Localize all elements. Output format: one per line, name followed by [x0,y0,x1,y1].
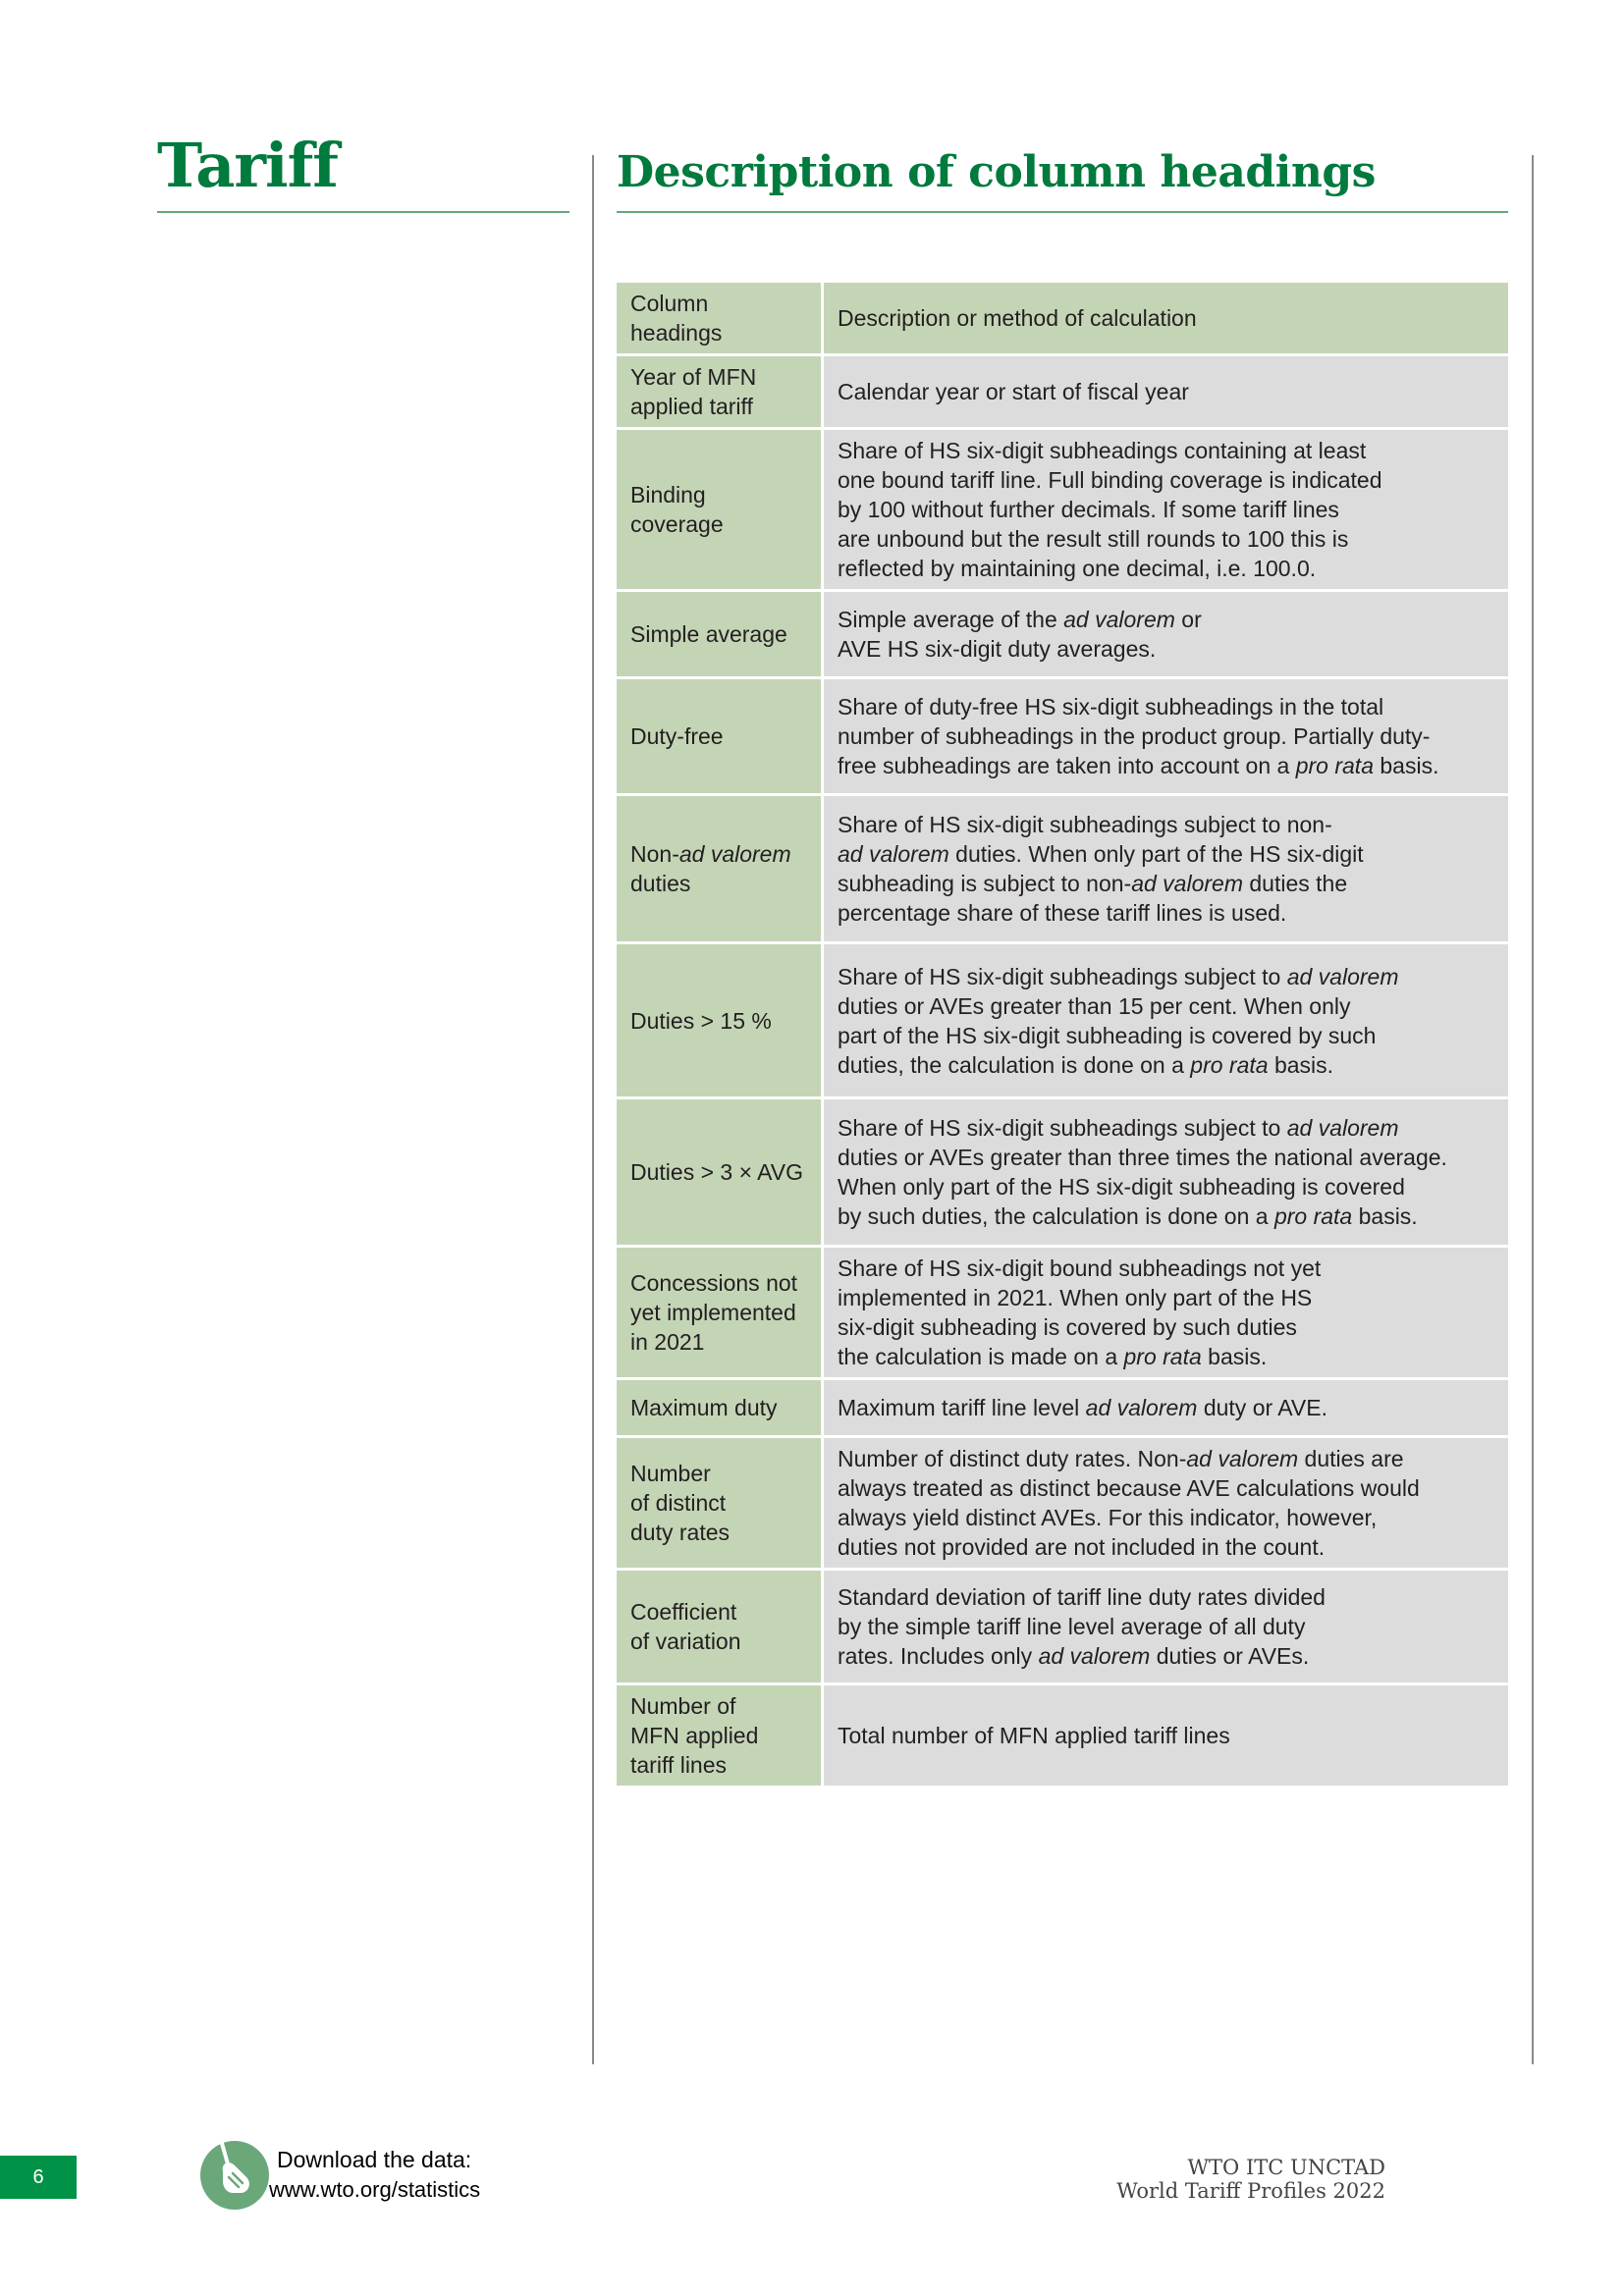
row-label: Concessions not yet implemented in 2021 [617,1248,821,1377]
row-label: Duties > 3 × AVG [617,1099,821,1245]
table-row [617,1685,1508,1786]
table-row [617,356,1508,430]
row-description: Simple average of the ad valorem or AVE HS six-digit duty averages. [821,592,1508,676]
row-description: Maximum tariff line level ad valorem duty or AVE. [821,1380,1508,1435]
row-description: Share of HS six-digit subheadings containing at least one bound tariff line. Full binding coverage is indicated by 100 without further decimals. If some tariff lines are unbound but the result still rounds to 100 this is reflected by maintaining one decimal, i.e. 100.0. [821,430,1508,589]
section-divider [157,211,569,213]
row-label: Number of distinct duty rates [617,1438,821,1568]
table-header-row [617,283,1508,356]
page-number: 6 [0,2156,77,2199]
row-label: Duty-free [617,679,821,793]
column-divider-left [592,155,594,2064]
header-cell-label: Column headings [617,283,821,353]
row-description: Total number of MFN applied tariff lines [821,1685,1508,1786]
page-heading: Description of column headings [617,147,1376,197]
row-description: Share of HS six-digit subheadings subject to ad valorem duties or AVEs greater than 15 per cent. When only part of the HS six-digit subheading is covered by such duties, the calculation is done on a pro rata basis. [821,944,1508,1096]
row-label: Year of MFN applied tariff [617,356,821,427]
footer-publication: World Tariff Profiles 2022 [1116,2179,1385,2203]
download-hand-cursor-icon[interactable] [199,2138,270,2211]
table-row [617,1438,1508,1571]
download-label: Download the data: [277,2147,472,2172]
row-description: Standard deviation of tariff line duty rates divided by the simple tariff line level average of all duty rates. Includes only ad valorem duties or AVEs. [821,1571,1508,1682]
header-cell-description: Description or method of calculation [821,283,1508,353]
table-row [617,796,1508,944]
row-label: Duties > 15 % [617,944,821,1096]
row-description: Number of distinct duty rates. Non-ad valorem duties are always treated as distinct because AVE calculations would always yield distinct AVEs. For this indicator, however, duties not provided are not included in the count. [821,1438,1508,1568]
row-label: Binding coverage [617,430,821,589]
footer-organizations: WTO ITC UNCTAD [1187,2156,1385,2179]
table-row [617,592,1508,679]
row-description: Calendar year or start of fiscal year [821,356,1508,427]
table-row [617,679,1508,796]
table-row [617,1099,1508,1248]
table-row [617,944,1508,1099]
row-description: Share of HS six-digit subheadings subject to ad valorem duties or AVEs greater than three times the national average. When only part of the HS six-digit subheading is covered by such duties, the calculation is done on a pro rata basis. [821,1099,1508,1245]
row-description: Share of duty-free HS six-digit subheadings in the total number of subheadings in the product group. Partially duty- free subheadings are taken into account on a pro rata basis. [821,679,1508,793]
row-description: Share of HS six-digit subheadings subject to non- ad valorem duties. When only part of the HS six-digit subheading is subject to non-ad valorem duties the percentage share of these tariff lines is used. [821,796,1508,941]
table-row [617,1571,1508,1685]
row-label: Coefficient of variation [617,1571,821,1682]
table-row [617,430,1508,592]
column-headings-table [617,283,1508,1786]
row-description: Share of HS six-digit bound subheadings not yet implemented in 2021. When only part of the HS six-digit subheading is covered by such duties the calculation is made on a pro rata basis. [821,1248,1508,1377]
section-title: Tariff [157,130,338,201]
row-label: Maximum duty [617,1380,821,1435]
row-label: Simple average [617,592,821,676]
table-row [617,1248,1508,1380]
table-row [617,1380,1508,1438]
column-divider-right [1532,155,1534,2064]
row-label: Non-ad valorem duties [617,796,821,941]
heading-divider [617,211,1508,213]
row-label: Number of MFN applied tariff lines [617,1685,821,1786]
download-link[interactable]: www.wto.org/statistics [269,2177,481,2202]
